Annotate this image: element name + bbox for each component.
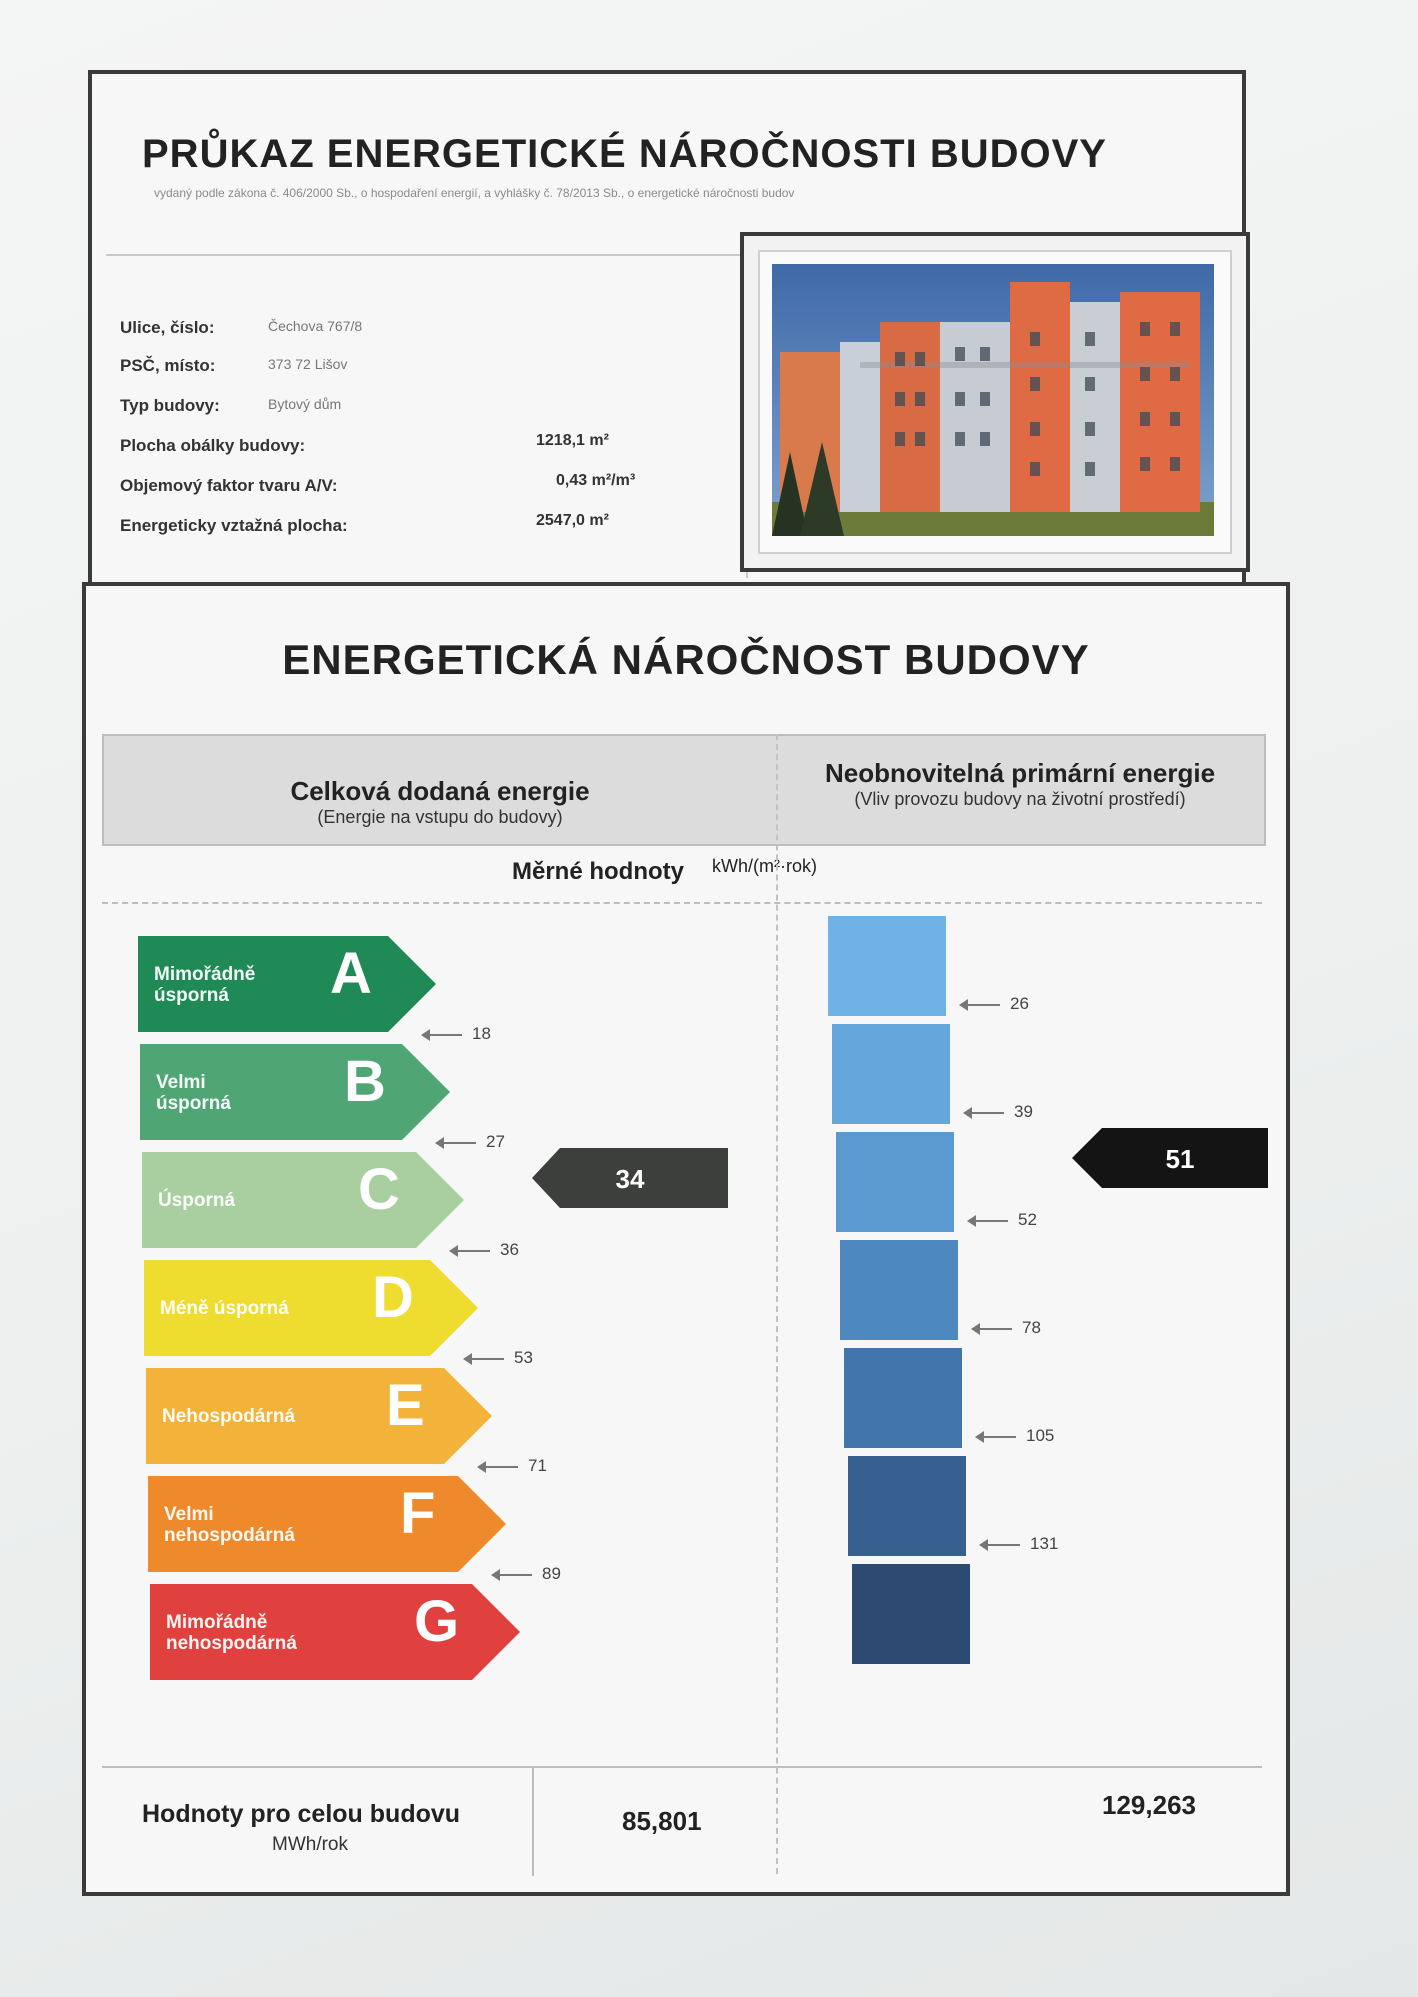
threshold-value: 89 — [542, 1564, 561, 1583]
delivered-energy-header — [104, 776, 776, 828]
delivered-energy-subtitle: (Energie na vstupu do budovy) — [317, 807, 563, 827]
threshold-arrow — [978, 1328, 1012, 1330]
threshold-value: 27 — [486, 1132, 505, 1151]
threshold-arrow — [428, 1034, 462, 1036]
energy-class-name: Mimořádně úsporná — [154, 964, 256, 1006]
threshold-arrow — [498, 1574, 532, 1576]
energy-class-f — [148, 1476, 506, 1572]
energy-class-name: Velmi nehospodárná — [164, 1504, 295, 1546]
totals-unit: MWh/rok — [272, 1834, 348, 1855]
shape-factor-value: 0,43 m²/m³ — [556, 472, 636, 489]
primary-scale-segment — [848, 1456, 966, 1556]
totals-label-cell — [102, 1768, 534, 1876]
specific-values-unit: kWh/(m²·rok) — [712, 856, 817, 876]
document-subtitle: vydaný podle zákona č. 406/2000 Sb., o hospodaření energií, a vyhlášky č. 78/2013 Sb., o energetické náročnosti budov — [154, 186, 795, 200]
energy-class-g — [150, 1584, 520, 1680]
primary-energy-value: 51 — [1165, 1144, 1195, 1174]
energy-class-letter: B — [344, 1049, 386, 1114]
energy-class-letter: A — [330, 941, 372, 1006]
threshold-arrow — [974, 1220, 1008, 1222]
threshold-value: 39 — [1014, 1102, 1033, 1121]
primary-scale-segment — [832, 1024, 950, 1124]
energy-class-letter: C — [358, 1157, 400, 1222]
envelope-value: 1218,1 m² — [536, 432, 609, 449]
threshold-arrow — [982, 1436, 1016, 1438]
column-separator — [776, 734, 778, 1874]
threshold-value: 36 — [500, 1240, 519, 1259]
energy-class-letter: F — [400, 1481, 436, 1546]
energy-class-name: Méně úsporná — [160, 1298, 289, 1319]
energy-class-c — [142, 1152, 464, 1248]
energy-class-letter: E — [386, 1373, 425, 1438]
totals-delivered-value: 85,801 — [622, 1806, 702, 1836]
threshold-value: 105 — [1026, 1426, 1055, 1445]
energy-class-name: Nehospodárná — [162, 1406, 296, 1427]
primary-energy-subtitle: (Vliv provozu budovy na životní prostředí) — [854, 789, 1186, 809]
reference-area-label: Energeticky vztažná plocha: — [120, 516, 348, 535]
primary-energy-title: Neobnovitelná primární energie — [824, 758, 1216, 788]
threshold-value: 52 — [1018, 1210, 1037, 1229]
energy-class-b — [140, 1044, 450, 1140]
primary-scale-segment — [836, 1132, 954, 1232]
primary-scale-segment — [840, 1240, 958, 1340]
delivered-energy-value: 34 — [615, 1164, 645, 1194]
header-section — [88, 70, 1246, 608]
threshold-arrow — [470, 1358, 504, 1360]
threshold-value: 53 — [514, 1348, 533, 1367]
type-value: Bytový dům — [268, 396, 342, 412]
threshold-arrow — [970, 1112, 1004, 1114]
energy-class-e — [146, 1368, 492, 1464]
energy-class-letter: D — [372, 1265, 414, 1330]
energy-class-a — [138, 936, 436, 1032]
threshold-value: 26 — [1010, 994, 1029, 1013]
column-headers — [102, 734, 1266, 846]
specific-values-label: Měrné hodnoty — [512, 858, 684, 885]
energy-section — [82, 582, 1290, 1896]
primary-energy-indicator — [1072, 1128, 1268, 1188]
energy-class-name: Mimořádně nehospodárná — [166, 1612, 297, 1654]
threshold-arrow — [442, 1142, 476, 1144]
building-totals-row — [102, 1766, 1262, 1876]
zip-label: PSČ, místo: — [120, 356, 216, 375]
building-photo — [758, 250, 1232, 554]
primary-scale-segment — [852, 1564, 970, 1664]
building-info — [106, 254, 748, 578]
threshold-value: 131 — [1030, 1534, 1059, 1553]
primary-scale-segment — [844, 1348, 962, 1448]
reference-area-value: 2547,0 m² — [536, 512, 609, 529]
specific-values-row — [102, 842, 1262, 904]
delivered-energy-indicator — [532, 1148, 728, 1208]
totals-label: Hodnoty pro celou budovu — [142, 1800, 461, 1828]
threshold-value: 71 — [528, 1456, 547, 1475]
primary-scale-segment — [828, 916, 946, 1016]
primary-energy-header — [776, 758, 1264, 810]
energy-class-name: Velmi úsporná — [156, 1072, 231, 1114]
building-photo-frame — [740, 232, 1250, 572]
street-label: Ulice, číslo: — [120, 318, 215, 337]
threshold-arrow — [986, 1544, 1020, 1546]
threshold-arrow — [966, 1004, 1000, 1006]
envelope-label: Plocha obálky budovy: — [120, 436, 306, 455]
threshold-value: 78 — [1022, 1318, 1041, 1337]
energy-class-name: Úsporná — [158, 1190, 236, 1211]
totals-primary-value: 129,263 — [1102, 1790, 1196, 1820]
threshold-arrow — [484, 1466, 518, 1468]
energy-class-letter: G — [414, 1589, 460, 1654]
document-title: PRŮKAZ ENERGETICKÉ NÁROČNOSTI BUDOVY — [142, 132, 1107, 176]
threshold-value: 18 — [472, 1024, 491, 1043]
zip-value: 373 72 Lišov — [268, 356, 348, 372]
street-value: Čechova 767/8 — [268, 318, 363, 334]
threshold-arrow — [456, 1250, 490, 1252]
shape-factor-label: Objemový faktor tvaru A/V: — [120, 476, 338, 495]
type-label: Typ budovy: — [120, 396, 220, 415]
energy-class-d — [144, 1260, 478, 1356]
delivered-energy-title: Celková dodaná energie — [290, 776, 590, 806]
section-title: ENERGETICKÁ NÁROČNOST BUDOVY — [282, 636, 1090, 683]
